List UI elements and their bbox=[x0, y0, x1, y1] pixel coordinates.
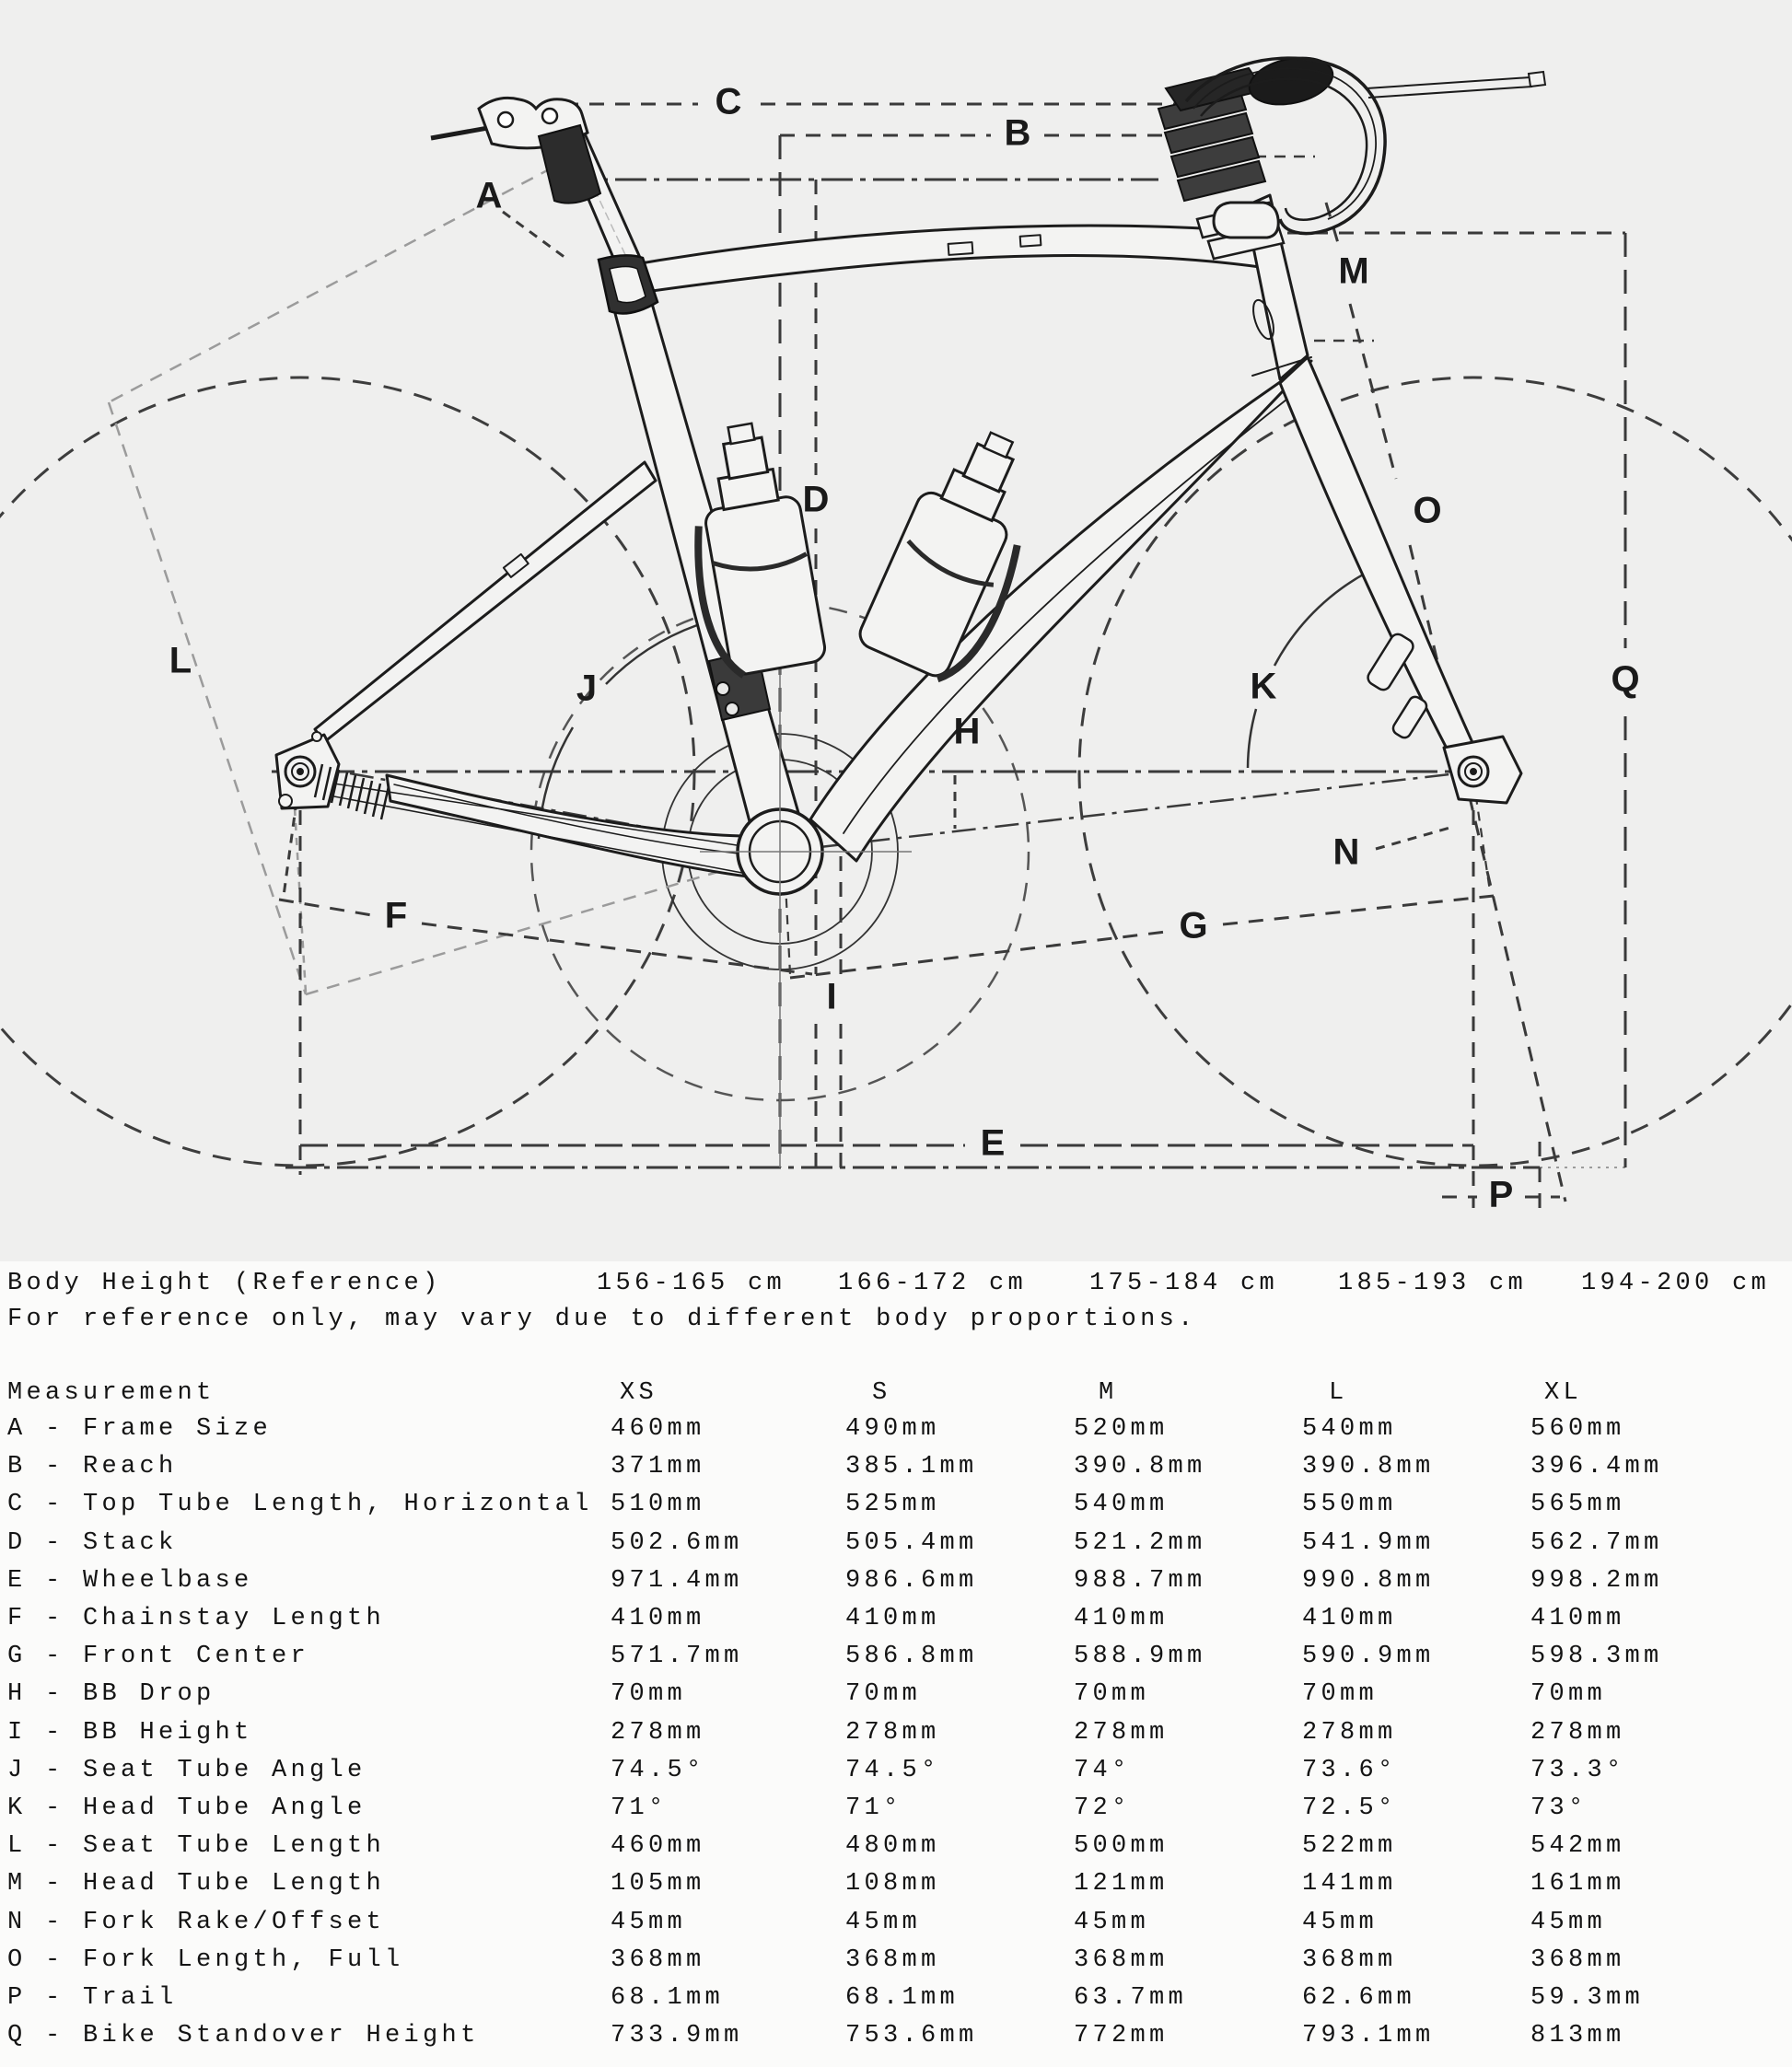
label-B: B bbox=[1004, 112, 1031, 154]
cell-value: 278mm bbox=[1074, 1718, 1169, 1747]
cell-value: 542mm bbox=[1530, 1832, 1625, 1861]
cell-value: 70mm bbox=[1074, 1680, 1150, 1709]
row-label: E - Wheelbase bbox=[7, 1566, 253, 1595]
table-row bbox=[0, 1453, 1792, 1484]
clamp-bolt-2 bbox=[542, 109, 557, 123]
column-header-measurement: Measurement bbox=[7, 1379, 215, 1407]
cell-value: 550mm bbox=[1302, 1491, 1397, 1519]
cell-value: 59.3mm bbox=[1530, 1984, 1645, 2012]
head-angle-arc-1 bbox=[1248, 709, 1256, 768]
label-D: D bbox=[802, 479, 830, 520]
label-L: L bbox=[169, 640, 192, 681]
cell-value: 45mm bbox=[845, 1908, 922, 1936]
front-axle-center bbox=[1471, 769, 1477, 775]
row-label: N - Fork Rake/Offset bbox=[7, 1908, 386, 1936]
cell-value: 390.8mm bbox=[1074, 1453, 1206, 1481]
body-height-label: Body Height (Reference) bbox=[7, 1270, 442, 1297]
cell-value: 278mm bbox=[1302, 1718, 1397, 1747]
cell-value: 73.3° bbox=[1530, 1756, 1625, 1784]
label-J: J bbox=[576, 668, 598, 709]
cell-value: 396.4mm bbox=[1530, 1453, 1663, 1481]
seat-angle-arc-2 bbox=[606, 625, 697, 684]
row-label: A - Frame Size bbox=[7, 1415, 273, 1443]
row-label: M - Head Tube Length bbox=[7, 1870, 386, 1899]
chain-upper bbox=[304, 779, 737, 845]
cell-value: 986.6mm bbox=[845, 1566, 978, 1595]
cell-value: 505.4mm bbox=[845, 1528, 978, 1557]
cell-value: 520mm bbox=[1074, 1415, 1169, 1443]
table-row bbox=[0, 1832, 1792, 1864]
cell-value: 385.1mm bbox=[845, 1453, 978, 1481]
cell-value: 73° bbox=[1530, 1794, 1588, 1822]
label-F: F bbox=[384, 895, 408, 936]
table-row bbox=[0, 1870, 1792, 1901]
cell-value: 278mm bbox=[611, 1718, 705, 1747]
saddle-clamp bbox=[431, 98, 600, 203]
body-height-range: 185-193 cm bbox=[1338, 1270, 1528, 1297]
cell-value: 410mm bbox=[1530, 1605, 1625, 1632]
table-row bbox=[0, 1984, 1792, 2015]
table-row bbox=[0, 1946, 1792, 1978]
row-label: G - Front Center bbox=[7, 1643, 310, 1671]
cell-value: 72° bbox=[1074, 1794, 1131, 1822]
cell-value: 525mm bbox=[845, 1491, 940, 1519]
row-label: L - Seat Tube Length bbox=[7, 1832, 386, 1861]
table-row bbox=[0, 1719, 1792, 1750]
cell-value: 733.9mm bbox=[611, 2022, 743, 2050]
cell-value: 105mm bbox=[611, 1870, 705, 1899]
label-H: H bbox=[953, 711, 981, 752]
cell-value: 71° bbox=[845, 1794, 902, 1822]
chain-stay bbox=[387, 775, 748, 877]
cell-value: 74.5° bbox=[845, 1756, 940, 1784]
cell-value: 278mm bbox=[845, 1718, 940, 1747]
label-I: I bbox=[826, 976, 837, 1017]
top-tube-cable-port-1 bbox=[948, 242, 973, 255]
label-N: N bbox=[1332, 831, 1360, 873]
column-header-size: M bbox=[1099, 1379, 1118, 1407]
cell-value: 540mm bbox=[1074, 1491, 1169, 1519]
cell-value: 772mm bbox=[1074, 2022, 1169, 2050]
cell-value: 502.6mm bbox=[611, 1528, 743, 1557]
column-header-size: L bbox=[1329, 1379, 1348, 1407]
cell-value: 278mm bbox=[1530, 1718, 1625, 1747]
seat-stay-bolt bbox=[312, 732, 321, 741]
cell-value: 161mm bbox=[1530, 1870, 1625, 1899]
cell-value: 588.9mm bbox=[1074, 1643, 1206, 1671]
top-tube bbox=[619, 226, 1273, 293]
row-label: C - Top Tube Length, Horizontal bbox=[7, 1491, 593, 1519]
table-row bbox=[0, 1567, 1792, 1598]
cell-value: 460mm bbox=[611, 1832, 705, 1861]
cell-value: 410mm bbox=[845, 1605, 940, 1632]
cell-value: 571.7mm bbox=[611, 1643, 743, 1671]
cell-value: 971.4mm bbox=[611, 1566, 743, 1595]
row-label: F - Chainstay Length bbox=[7, 1605, 386, 1632]
table-row bbox=[0, 1757, 1792, 1788]
row-label: O - Fork Length, Full bbox=[7, 1945, 404, 1974]
post-head-wedge bbox=[539, 125, 600, 203]
row-label: K - Head Tube Angle bbox=[7, 1794, 367, 1822]
cell-value: 368mm bbox=[611, 1945, 705, 1974]
label-P: P bbox=[1488, 1174, 1514, 1215]
column-header-size: XS bbox=[620, 1379, 658, 1407]
table-row bbox=[0, 1794, 1792, 1826]
cell-value: 368mm bbox=[845, 1945, 940, 1974]
cell-value: 63.7mm bbox=[1074, 1984, 1188, 2012]
fork-blade bbox=[1280, 357, 1480, 764]
cell-value: 990.8mm bbox=[1302, 1566, 1435, 1595]
cell-value: 70mm bbox=[611, 1680, 687, 1709]
column-header-size: XL bbox=[1544, 1379, 1583, 1407]
cell-value: 753.6mm bbox=[845, 2022, 978, 2050]
cell-value: 70mm bbox=[1302, 1680, 1379, 1709]
dim-line-a-pointer bbox=[503, 212, 565, 258]
label-O: O bbox=[1413, 490, 1442, 531]
cell-value: 500mm bbox=[1074, 1832, 1169, 1861]
brake-hose bbox=[1367, 77, 1532, 98]
body-height-range: 175-184 cm bbox=[1089, 1270, 1279, 1297]
label-K: K bbox=[1250, 666, 1277, 707]
cell-value: 813mm bbox=[1530, 2022, 1625, 2050]
row-label: Q - Bike Standover Height bbox=[7, 2022, 480, 2050]
cell-value: 141mm bbox=[1302, 1870, 1397, 1899]
cell-value: 45mm bbox=[611, 1908, 687, 1936]
label-C: C bbox=[715, 81, 742, 122]
cell-value: 74° bbox=[1074, 1756, 1131, 1784]
table-row bbox=[0, 1415, 1792, 1446]
column-header-size: S bbox=[872, 1379, 891, 1407]
cell-value: 522mm bbox=[1302, 1832, 1397, 1861]
cell-value: 371mm bbox=[611, 1453, 705, 1481]
cell-value: 565mm bbox=[1530, 1491, 1625, 1519]
table-row bbox=[0, 1605, 1792, 1636]
cell-value: 560mm bbox=[1530, 1415, 1625, 1443]
label-A: A bbox=[475, 175, 503, 216]
label-E: E bbox=[980, 1122, 1006, 1164]
dim-line-g bbox=[790, 896, 1494, 978]
cell-value: 998.2mm bbox=[1530, 1566, 1663, 1595]
cell-value: 74.5° bbox=[611, 1756, 705, 1784]
row-label: I - BB Height bbox=[7, 1718, 253, 1747]
table-row bbox=[0, 2022, 1792, 2053]
cell-value: 108mm bbox=[845, 1870, 940, 1899]
cell-value: 590.9mm bbox=[1302, 1643, 1435, 1671]
row-label: H - BB Drop bbox=[7, 1680, 215, 1709]
cell-value: 45mm bbox=[1074, 1908, 1150, 1936]
cell-value: 368mm bbox=[1074, 1945, 1169, 1974]
cell-value: 121mm bbox=[1074, 1870, 1169, 1899]
body-height-note: For reference only, may vary due to different body proportions. bbox=[7, 1306, 1197, 1333]
cell-value: 410mm bbox=[1074, 1605, 1169, 1632]
cell-value: 71° bbox=[611, 1794, 668, 1822]
seat-stay bbox=[315, 462, 656, 742]
top-tube-cable-port-2 bbox=[1020, 235, 1041, 247]
label-G: G bbox=[1179, 905, 1208, 946]
table-row bbox=[0, 1680, 1792, 1712]
table-row bbox=[0, 1491, 1792, 1522]
cell-value: 410mm bbox=[1302, 1605, 1397, 1632]
rear-axle-center bbox=[297, 769, 304, 775]
cell-value: 410mm bbox=[611, 1605, 705, 1632]
cell-value: 541.9mm bbox=[1302, 1528, 1435, 1557]
cell-value: 62.6mm bbox=[1302, 1984, 1416, 2012]
construction-lines-gray bbox=[109, 168, 776, 994]
label-M: M bbox=[1338, 250, 1369, 292]
cell-value: 368mm bbox=[1302, 1945, 1397, 1974]
cell-value: 586.8mm bbox=[845, 1643, 978, 1671]
cell-value: 521.2mm bbox=[1074, 1528, 1206, 1557]
dim-line-n bbox=[1376, 827, 1453, 849]
bottle-nozzle bbox=[728, 424, 755, 444]
cell-value: 70mm bbox=[1530, 1680, 1607, 1709]
cell-value: 598.3mm bbox=[1530, 1643, 1663, 1671]
cockpit bbox=[1158, 51, 1545, 259]
label-Q: Q bbox=[1611, 658, 1640, 700]
cell-value: 73.6° bbox=[1302, 1756, 1397, 1784]
table-row bbox=[0, 1529, 1792, 1561]
cell-value: 68.1mm bbox=[611, 1984, 725, 2012]
table-row bbox=[0, 1909, 1792, 1940]
cell-value: 368mm bbox=[1530, 1945, 1625, 1974]
cell-value: 460mm bbox=[611, 1415, 705, 1443]
cell-value: 793.1mm bbox=[1302, 2022, 1435, 2050]
cell-value: 988.7mm bbox=[1074, 1566, 1206, 1595]
cell-value: 562.7mm bbox=[1530, 1528, 1663, 1557]
cell-value: 540mm bbox=[1302, 1415, 1397, 1443]
row-label: P - Trail bbox=[7, 1984, 178, 2012]
body-height-range: 166-172 cm bbox=[838, 1270, 1028, 1297]
body-height-row bbox=[0, 1270, 1771, 1301]
cell-value: 490mm bbox=[845, 1415, 940, 1443]
cell-value: 390.8mm bbox=[1302, 1453, 1435, 1481]
derailleur-hanger bbox=[279, 795, 292, 807]
body-height-range: 156-165 cm bbox=[597, 1270, 786, 1297]
cell-value: 68.1mm bbox=[845, 1984, 960, 2012]
table-header-row bbox=[0, 1379, 1792, 1411]
clamp-bolt-1 bbox=[498, 112, 513, 127]
front-brake-pad bbox=[1391, 694, 1428, 740]
cell-value: 510mm bbox=[611, 1491, 705, 1519]
row-label: D - Stack bbox=[7, 1528, 178, 1557]
row-label: J - Seat Tube Angle bbox=[7, 1756, 367, 1784]
cell-value: 480mm bbox=[845, 1832, 940, 1861]
row-label: B - Reach bbox=[7, 1453, 178, 1481]
body-height-range: 194-200 cm bbox=[1581, 1270, 1771, 1297]
cell-value: 45mm bbox=[1530, 1908, 1607, 1936]
cell-value: 45mm bbox=[1302, 1908, 1379, 1936]
hose-end-cap bbox=[1529, 72, 1545, 87]
cell-value: 70mm bbox=[845, 1680, 922, 1709]
cell-value: 72.5° bbox=[1302, 1794, 1397, 1822]
bar-drop-end bbox=[1214, 203, 1278, 238]
table-row bbox=[0, 1643, 1792, 1674]
